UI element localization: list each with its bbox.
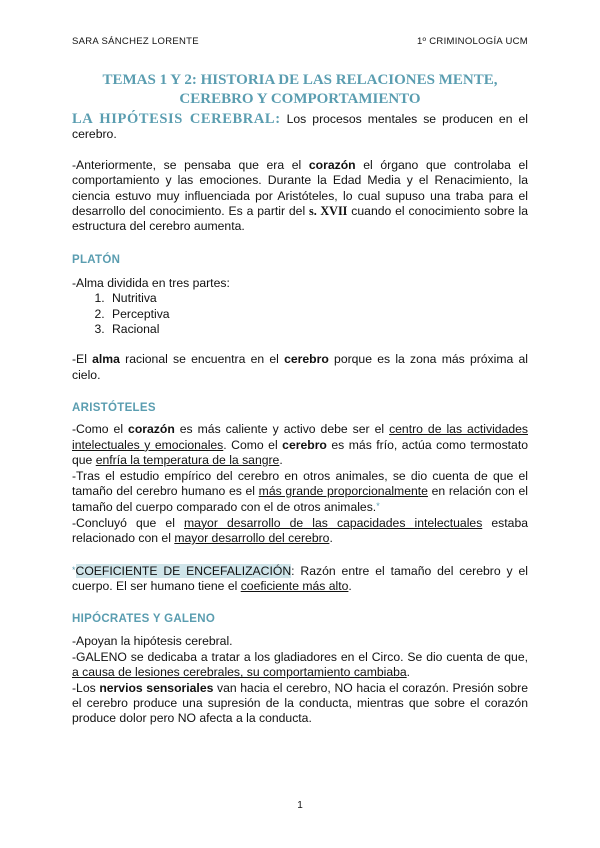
text-run: .	[329, 531, 333, 546]
underlined-run: mayor desarrollo de las capacidades intelectuales	[184, 515, 483, 530]
page-number: 1	[297, 800, 303, 811]
text-run: racional se encuentra en el	[119, 352, 285, 367]
footnote-asterisk: *	[376, 501, 380, 512]
anteriormente-paragraph	[72, 158, 528, 235]
bold-run: corazón	[128, 422, 175, 437]
text-run: : Razón entre el tamaño del cerebro y el cuerpo. El ser humano tiene el	[72, 563, 528, 593]
coeficiente-paragraph	[72, 563, 528, 595]
text-run: es más caliente y activo debe ser el	[174, 422, 390, 437]
aristoteles-paragraph-2	[72, 469, 528, 516]
text-run: en relación con el tamaño del cuerpo comparado con el de otros animales.	[72, 483, 528, 515]
hipocrates-paragraph-3	[72, 681, 528, 727]
text-run: porque es la zona más próxima al cielo.	[72, 352, 529, 382]
highlighted-term: COEFICIENTE DE ENCEFALIZACIÓN	[75, 563, 292, 578]
bold-run: s. XVII	[309, 204, 348, 219]
platon-intro: -Alma dividida en tres partes:	[72, 275, 230, 290]
text-run: . Como el	[223, 437, 283, 452]
list-item: 3. Racional	[108, 322, 528, 337]
underlined-run: más grande proporcionalmente	[258, 483, 428, 498]
hipotesis-paragraph	[72, 112, 528, 143]
text-run: .	[406, 665, 411, 680]
text-run: -Anteriormente, se pensaba que era el	[72, 157, 309, 172]
hipocrates-paragraph-2	[72, 650, 528, 681]
page-header	[72, 36, 528, 47]
alma-parts-list	[72, 291, 528, 337]
bold-run: cerebro	[284, 352, 329, 367]
text-run: .	[279, 453, 283, 468]
text-run: -Los	[72, 680, 100, 695]
aristoteles-paragraph-3	[72, 516, 528, 547]
text-run: cuando el conocimiento sobre la estructura del cerebro aumenta.	[72, 204, 528, 234]
text-run: .	[348, 578, 352, 593]
underlined-run: a causa de lesiones cerebrales, su comportamiento cambiaba	[72, 665, 407, 680]
text-run: estaba relacionado con el	[72, 515, 528, 546]
bold-run: corazón	[308, 157, 356, 172]
aristoteles-paragraph-1	[72, 422, 528, 468]
author-name: SARA SÁNCHEZ LORENTE	[72, 36, 199, 47]
text-run: -GALENO se dedicaba a tratar a los gladiadores en el Circo. Se dio cuenta de que,	[72, 649, 528, 664]
text-run: van hacia el cerebro, NO hacia el corazón. Presión sobre el cerebro produce una supresión de la conducta, mientras que sobre el corazón produce dolor pero NO afecta a la conducta.	[72, 680, 528, 726]
bold-run: alma	[92, 352, 120, 367]
document-body	[72, 112, 528, 727]
hipotesis-label: LA HIPÓTESIS CEREBRAL:	[72, 111, 281, 127]
course-name: 1º CRIMINOLOGÍA UCM	[416, 36, 528, 47]
underlined-run: enfría la temperatura de la sangre	[95, 453, 280, 468]
hipotesis-text: Los procesos mentales se producen en el cerebro.	[72, 112, 528, 142]
text-run: el órgano que controlaba el comportamiento y las emociones. Durante la Edad Media y el Renacimiento, la ciencia estuvo muy influenciada por Aristóteles, lo cual supuso una traba para el desarrollo del conocimiento. Es a partir del	[72, 157, 528, 219]
text-run: -Concluyó que el	[72, 515, 185, 530]
text-run: -El	[72, 352, 93, 367]
document-title: TEMAS 1 Y 2: HISTORIA DE LAS RELACIONES MENTE, CEREBRO Y COMPORTAMIENTO	[102, 72, 498, 107]
bold-run: cerebro	[282, 437, 327, 452]
underlined-run: coeficiente más alto	[240, 578, 349, 593]
text-run: -Como el	[72, 422, 129, 437]
underlined-run: centro de las actividades intelectuales y emocionales	[72, 422, 529, 452]
hipocrates-heading: HIPÓCRATES Y GALENO	[72, 613, 216, 626]
bold-run: nervios sensoriales	[99, 680, 214, 695]
platon-heading: PLATÓN	[72, 253, 121, 266]
aristoteles-heading: ARISTÓTELES	[72, 402, 156, 415]
list-item: 2. Perceptiva	[108, 307, 528, 322]
hipocrates-paragraph-1: -Apoyan la hipótesis cerebral.	[72, 634, 233, 649]
text-run: es más frío, actúa como termostato que	[72, 437, 528, 468]
list-item: 1. Nutritiva	[108, 291, 528, 306]
text-run: -Tras el estudio empírico del cerebro en otros animales, se dio cuenta de que el tamaño del cerebro humano es el	[72, 468, 528, 498]
footnote-asterisk: *	[72, 564, 76, 575]
underlined-run: mayor desarrollo del cerebro	[174, 531, 330, 546]
platon-alma-paragraph	[72, 352, 528, 383]
